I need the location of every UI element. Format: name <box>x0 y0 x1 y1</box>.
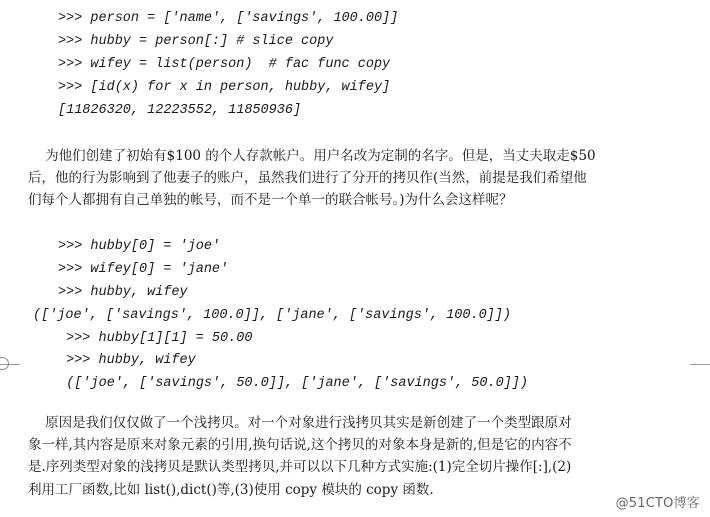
code-line-4: >>> [id(x) for x in person, hubby, wifey] <box>58 80 391 95</box>
code-line-5: [11826320, 12223552, 11850936] <box>58 103 302 118</box>
code-line-8: >>> hubby, wifey <box>58 285 188 300</box>
code-line-3: >>> wifey = list(person) # fac func copy <box>58 57 391 72</box>
paragraph-2-line-3: 是.序列类型对象的浅拷贝是默认类型拷贝,并可以以下几种方式实施:(1)完全切片操作[:],(2) <box>28 459 572 475</box>
paragraph-1-line-2: 后，他的行为影响到了他妻子的账户，虽然我们进行了分开的拷贝作(当然，前提是我们希望他 <box>28 170 587 186</box>
code-line-11: >>> hubby, wifey <box>58 353 196 368</box>
paragraph-1-line-3: 们每个人都拥有自己单独的帐号，而不是一个单一的联合帐号。)为什么会这样呢？ <box>28 192 513 208</box>
code-line-2: >>> hubby = person[:] # slice copy <box>58 34 334 49</box>
cut-mark-line-right <box>690 364 710 365</box>
code-line-6: >>> hubby[0] = 'joe' <box>58 239 221 254</box>
code-line-10: >>> hubby[1][1] = 50.00 <box>58 331 253 346</box>
code-line-9: (['joe', ['savings', 100.0]], ['jane', ['savings', 100.0]]) <box>33 308 511 323</box>
code-line-12: (['joe', ['savings', 50.0]], ['jane', ['savings', 50.0]]) <box>50 376 528 391</box>
cut-mark-circle-icon <box>0 357 9 370</box>
paragraph-2-line-2: 象一样,其内容是原来对象元素的引用,换句话说,这个拷贝的对象本身是新的,但是它的内容不 <box>28 437 572 453</box>
paragraph-1-line-1: 为他们创建了初始有$100 的个人存款帐户。用户名改为定制的名字。但是，当丈夫取走$50 <box>28 148 596 164</box>
code-line-1: >>> person = ['name', ['savings', 100.00]] <box>58 11 399 26</box>
code-line-7: >>> wifey[0] = 'jane' <box>58 262 229 277</box>
watermark-text: @51CTO博客 <box>615 496 700 511</box>
paragraph-2-line-1: 原因是我们仅仅做了一个浅拷贝。对一个对象进行浅拷贝其实是新创建了一个类型跟原对 <box>28 415 572 431</box>
paragraph-2-line-4: 利用工厂函数,比如 list(),dict()等,(3)使用 copy 模块的 copy 函数. <box>28 482 434 498</box>
